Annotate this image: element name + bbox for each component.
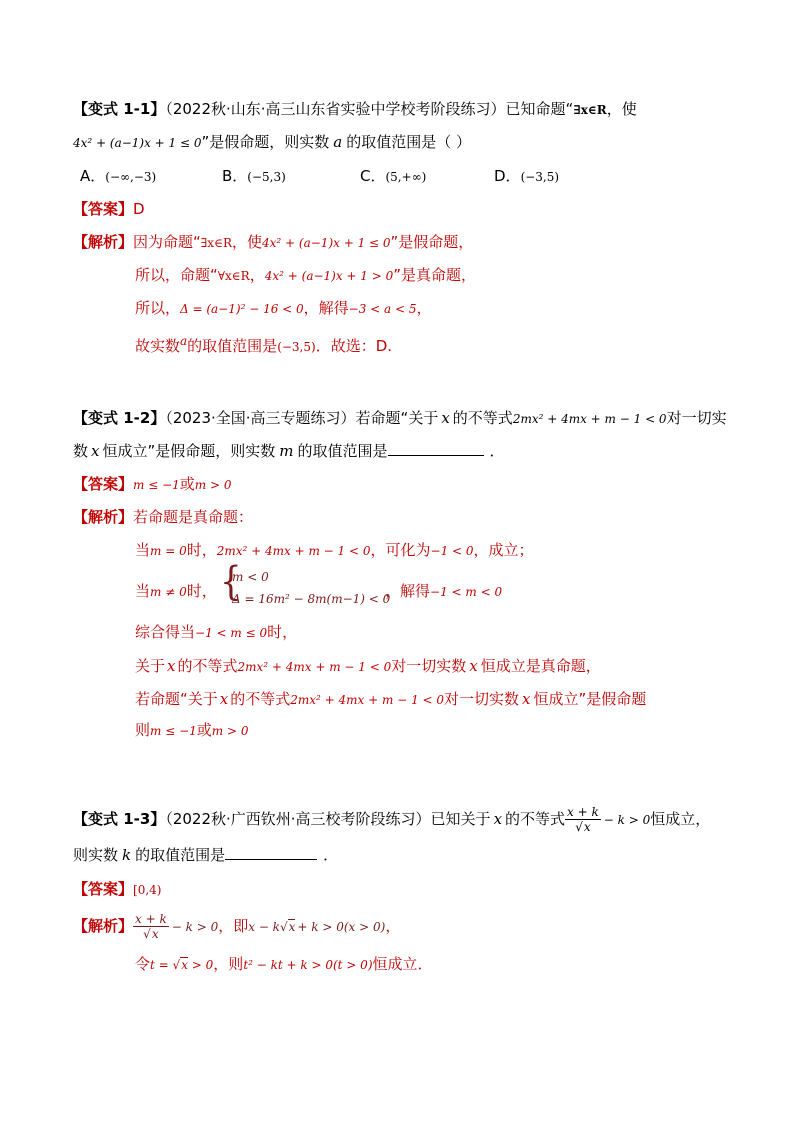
text: ，解得 [385,582,431,600]
math: x [469,657,478,675]
fraction [565,805,601,834]
text: 的不等式 [230,690,291,708]
option-value: (−5,3) [247,170,286,184]
fraction-numerator: x + k [135,912,167,926]
math: m = 0 [150,544,187,558]
p1-q-text: 已知命题“ [505,100,574,118]
answer-value: D [133,200,145,218]
fraction [133,912,169,941]
text: 的不等式 [177,657,238,675]
math: > 0 [187,958,214,972]
text: 的取值范围是 [187,337,278,355]
math: −1 < m ≤ 0 [195,626,268,640]
text: ， [385,917,401,935]
text: ，使 [232,233,263,251]
text: 恒成立， [650,810,711,828]
p2-source: （2023·全国·高三专题练习） [165,409,356,427]
sqrt-arg: x [583,820,591,834]
math: m ≤ −1 [133,478,180,492]
text: ，则 [213,955,244,973]
math: x − k [248,920,280,934]
math: 2mx² + 4mx + m − 1 < 0 [512,412,667,426]
answer-value: [0,4) [133,883,162,897]
math: t = [150,958,173,972]
p1-question-line2 [73,132,471,153]
text: 则 [135,721,151,739]
p3-question-line2 [73,845,338,865]
text: 恒成立是真命题， [480,657,601,675]
p1-inequality: 4x² + (a−1)x + 1 ≤ 0 [73,136,202,150]
system-line1: m < 0 [232,570,269,584]
p1-analysis-line4 [135,331,392,357]
option-label: D． [494,167,521,185]
text: ，解得 [303,299,349,317]
math: m > 0 [194,478,232,492]
text: 则实数 [73,846,119,864]
math: x [441,409,450,427]
p1-answer [73,199,145,219]
math: 4x² + (a−1)x + 1 ≤ 0 [262,236,391,250]
text: 当 [135,582,151,600]
text: 或 [196,721,212,739]
text: 当 [135,541,151,559]
p1-q-math: ∃x∈R [573,103,607,117]
p1-question-line1 [73,99,637,120]
text: ． [323,846,339,864]
text: ， [249,266,265,284]
p2-analysis-line3 [135,581,217,602]
text: 故实数 [135,337,181,355]
text: ， [416,299,432,317]
text: 关于 [135,657,166,675]
text: 时， [267,623,298,641]
text: ，可化为 [370,541,431,559]
math: −1 < m < 0 [430,585,503,599]
p3-analysis-line1 [73,910,400,943]
math: m ≤ −1 [150,724,197,738]
p1-q2-text: ”是假命题，则实数 [201,133,330,151]
math: + k > 0(x > 0) [297,920,386,934]
text: ． [489,442,505,460]
text: 对一切实 [666,409,727,427]
option-label: B． [222,167,248,185]
p1-q-text2: ，使 [606,100,637,118]
p2-analysis-line4 [135,622,297,643]
answer-blank[interactable] [388,441,484,456]
math: x [219,690,229,708]
fraction-numerator: x + k [567,805,599,819]
text: ”是真命题， [393,266,477,284]
text: 综合得当 [135,623,196,641]
text: 对一切实数 [391,657,467,675]
p2-analysis-line2 [135,540,534,561]
sqrt-arg: x [151,927,159,941]
math: ∃x∈R [200,236,232,250]
p1-option-a[interactable] [80,166,156,187]
option-label: C． [360,167,386,185]
analysis-tag: 【解析】 [73,917,134,935]
math: x [493,810,503,828]
math: − k > 0 [603,813,651,827]
p3-question-line1 [73,804,710,835]
p3-source: （2022秋·广西钦州·高三校考阶段练习） [165,810,431,828]
text: 所以， [135,299,181,317]
p3-tag: 【变式 1-3】 [73,810,166,828]
answer-tag: 【答案】 [73,475,134,493]
text: 所以，命题“ [135,266,218,284]
analysis-tag: 【解析】 [73,508,134,526]
text: 数 [73,442,89,460]
text: 或 [179,475,195,493]
p2-analysis-line3b [385,581,502,602]
text: 时， [186,582,217,600]
math: ∀x∈R [217,269,250,283]
p1-source: （2022秋·山东·高三山东省实验中学校考阶段练习） [165,100,506,118]
p1-tag: 【变式 1-1】 [73,100,166,118]
text: 恒成立”是假命题，则实数 [102,442,276,460]
text: 若命题“关于 [135,690,218,708]
math: −3 < a < 5 [348,302,417,316]
fraction-denominator: √x [143,927,159,941]
text: 恒成立． [372,955,433,973]
math: m ≠ 0 [150,585,187,599]
p2-question-line2 [73,441,505,461]
text: 因为命题“ [133,233,201,251]
math: t² − kt + k > 0(t > 0) [243,958,373,972]
p2-answer [73,474,232,495]
text: 恒成立”是假命题 [533,690,647,708]
p2-tag: 【变式 1-2】 [73,409,166,427]
left-brace: { [220,559,242,605]
p1-analysis-line1 [73,232,473,253]
text: 对一切实数 [444,690,520,708]
text: 的取值范围是 [297,442,388,460]
p2-question-line1 [73,408,727,429]
math: 2mx² + 4mx + m − 1 < 0 [290,693,445,707]
text: 的不等式 [452,409,513,427]
text: 已知关于 [430,810,491,828]
math: m > 0 [211,724,249,738]
option-value: (−3,5) [520,170,560,184]
math: −1 < 0 [430,544,474,558]
text: 若命题“关于 [355,409,439,427]
math: x [167,657,176,675]
math: (−3,5) [277,340,316,354]
option-value: (−∞,−3) [105,170,157,184]
math: a [180,334,188,348]
math: x [522,690,531,708]
text: ，成立； [473,541,534,559]
text: ”是假命题， [390,233,474,251]
analysis-tag: 【解析】 [73,233,134,251]
sqrt-arg: x [288,920,296,934]
text: ，即 [218,917,249,935]
math: 4x² + (a−1)x + 1 > 0 [264,269,394,283]
sqrt-expr: √x [172,958,188,972]
text: 的取值范围是 [135,846,226,864]
fraction-denominator: √x [575,820,591,834]
option-value: (5,+∞) [385,170,427,184]
p1-option-d[interactable] [494,166,559,187]
p1-q2-end: 的取值范围是（ ） [346,133,472,151]
p3-answer [73,879,161,900]
math: 2mx² + 4mx + m − 1 < 0 [237,660,392,674]
text: 令 [135,955,151,973]
p2-analysis-line5 [135,656,601,677]
answer-tag: 【答案】 [73,200,134,218]
p1-option-b[interactable] [222,166,286,187]
p1-analysis-line2 [135,265,476,286]
math: − k > 0 [171,920,219,934]
math: Δ = (a−1)² − 16 < 0 [180,302,304,316]
p2-analysis-line6 [135,689,646,710]
math: k [122,846,132,864]
text: ．故选：D. [315,337,393,355]
answer-blank[interactable] [225,845,317,860]
math: m [279,442,294,460]
text: 若命题是真命题： [133,508,254,526]
p2-analysis-line1 [73,507,253,527]
p1-var-a: a [333,133,343,151]
math: x [91,442,100,460]
answer-tag: 【答案】 [73,880,134,898]
math: Δ = 16m² − 8m(m−1) < 0 [232,592,391,606]
sqrt-expr: √x [279,920,296,934]
text: 时， [186,541,217,559]
p3-analysis-line2 [135,954,433,975]
option-label: A． [80,167,106,185]
p1-option-c[interactable] [360,166,426,187]
text: 的不等式 [505,810,566,828]
p2-analysis-line7 [135,720,249,741]
p1-analysis-line3 [135,298,432,319]
system-line2 [232,589,390,609]
sqrt-arg: x [181,958,188,972]
math: 2mx² + 4mx + m − 1 < 0 [216,544,371,558]
